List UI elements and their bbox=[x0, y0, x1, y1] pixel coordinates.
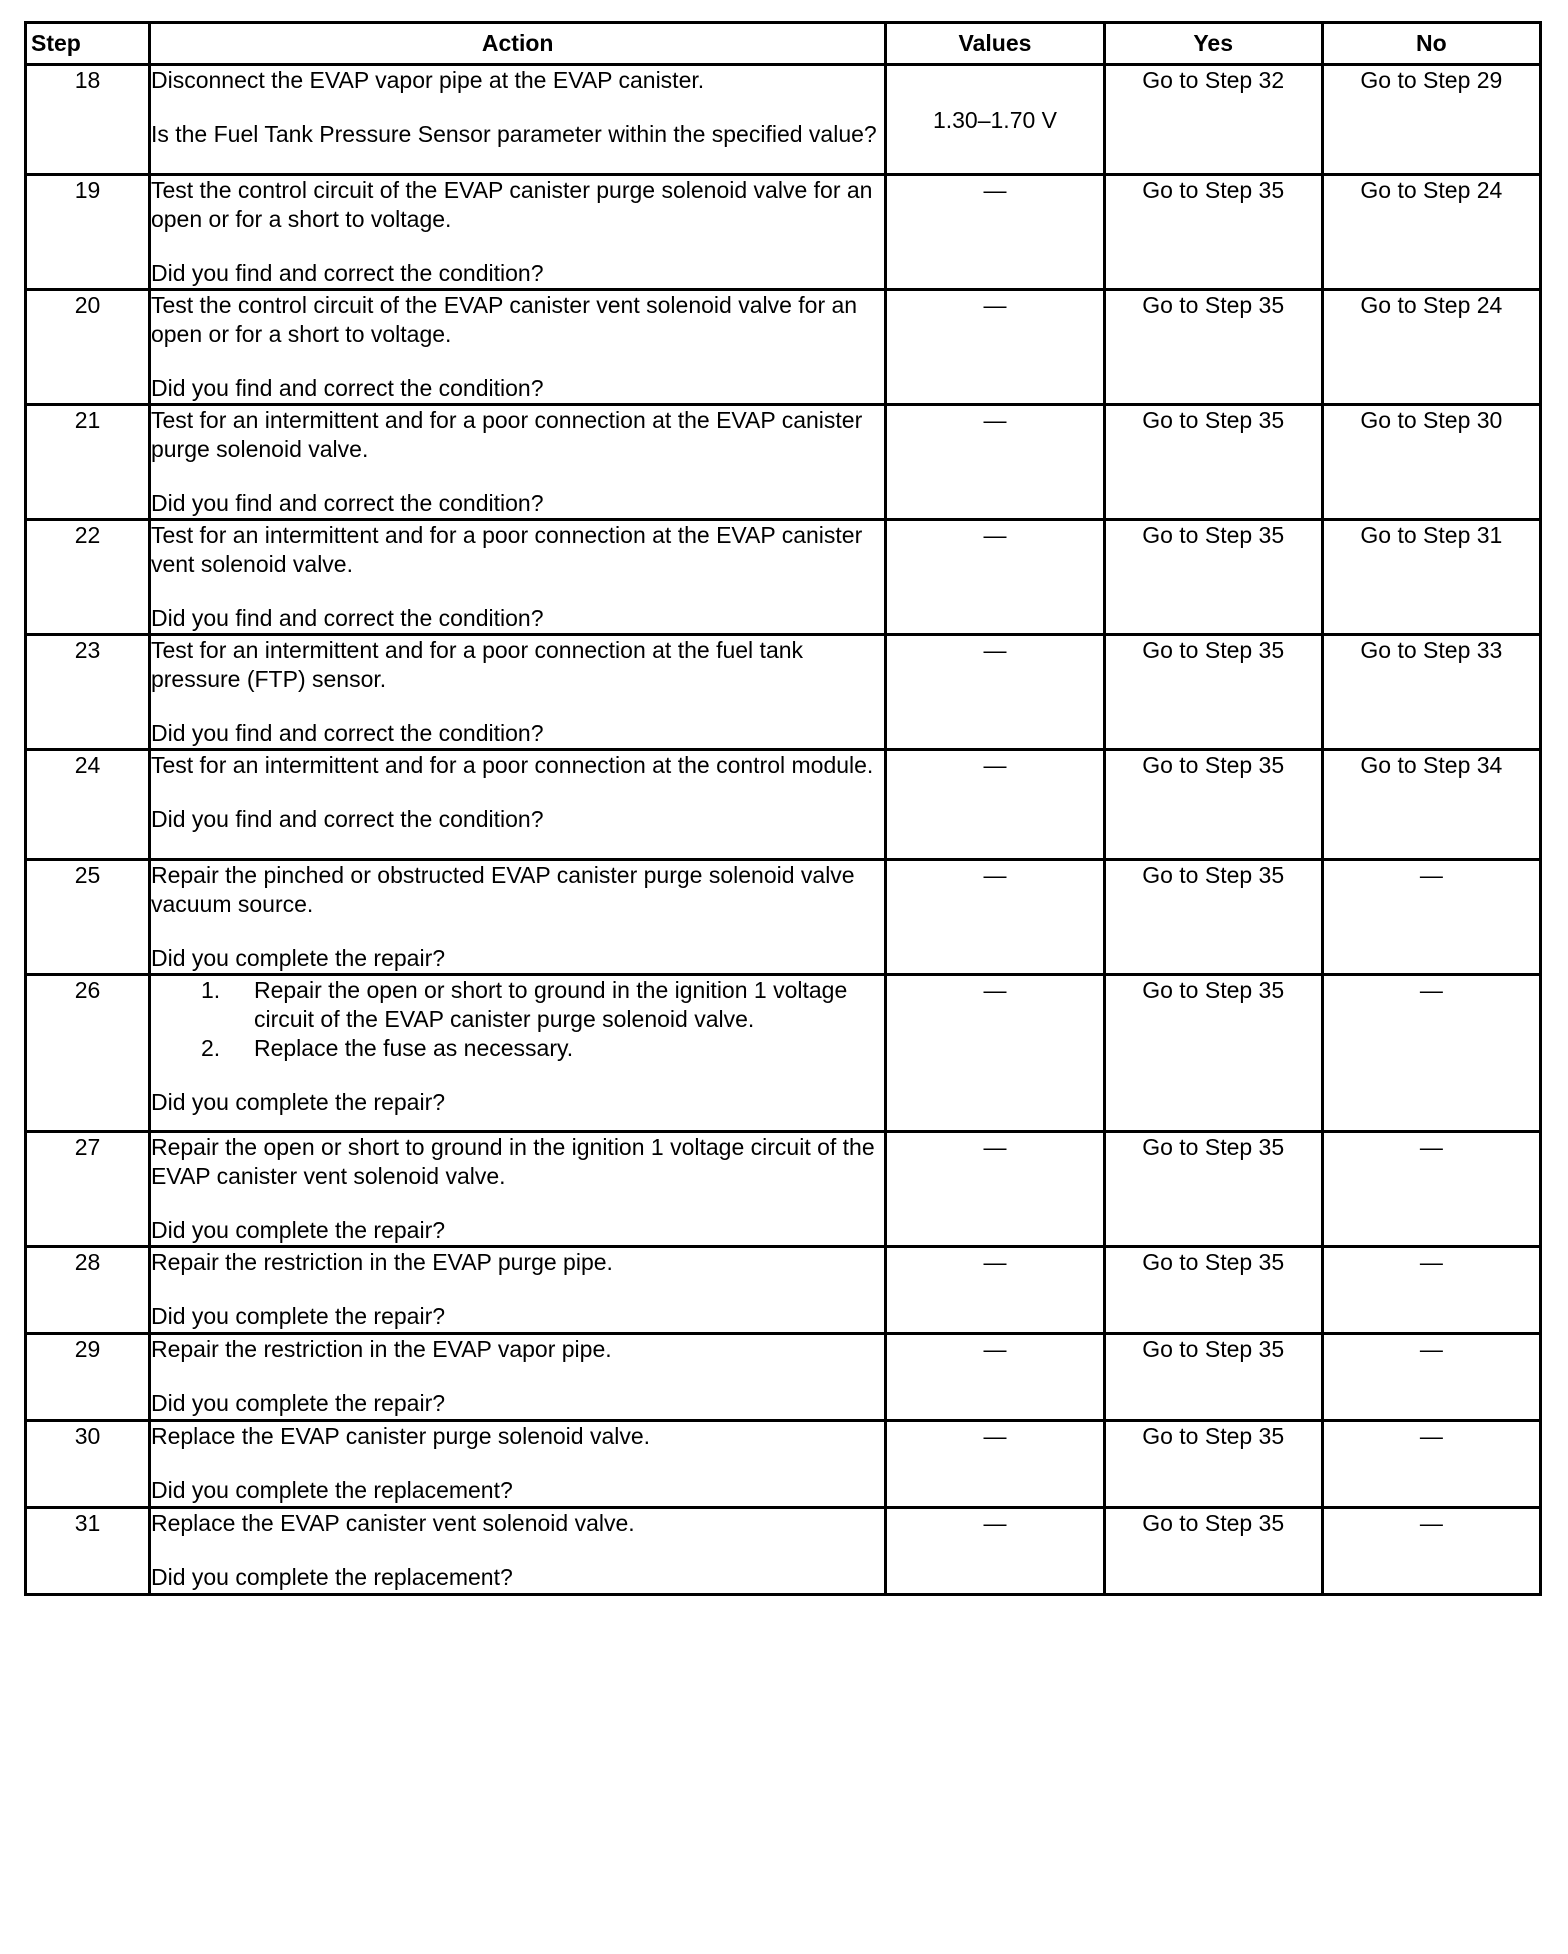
list-item-number: 1. bbox=[200, 977, 221, 1003]
yes-link: Go to Step 35 bbox=[1104, 975, 1322, 1132]
yes-link: Go to Step 35 bbox=[1104, 405, 1322, 520]
step-number: 31 bbox=[26, 1508, 150, 1595]
no-link: — bbox=[1322, 1508, 1540, 1595]
table-row bbox=[26, 1421, 1541, 1508]
yes-link: Go to Step 35 bbox=[1104, 1334, 1322, 1421]
no-link: — bbox=[1322, 1421, 1540, 1508]
action-question: Did you complete the replacement? bbox=[150, 1564, 513, 1590]
action-question: Did you complete the replacement? bbox=[150, 1477, 513, 1503]
value-cell: — bbox=[886, 860, 1104, 975]
step-number: 21 bbox=[26, 405, 150, 520]
table-row bbox=[26, 860, 1541, 975]
action-instruction: Repair the restriction in the EVAP purge pipe. bbox=[150, 1249, 613, 1275]
action-question: Did you complete the repair? bbox=[150, 1390, 446, 1416]
no-header: No bbox=[1322, 23, 1540, 65]
table-row bbox=[26, 405, 1541, 520]
no-link: Go to Step 29 bbox=[1322, 65, 1540, 175]
action-question: Did you complete the repair? bbox=[150, 1089, 446, 1115]
yes-header: Yes bbox=[1104, 23, 1322, 65]
yes-link: Go to Step 35 bbox=[1104, 635, 1322, 750]
value-cell: — bbox=[886, 175, 1104, 290]
value-cell: — bbox=[886, 1421, 1104, 1508]
action-question: Did you find and correct the condition? bbox=[150, 720, 544, 746]
list-item bbox=[151, 976, 884, 1034]
value-cell: — bbox=[886, 750, 1104, 860]
table-row bbox=[26, 635, 1541, 750]
step-header: Step bbox=[26, 23, 150, 65]
table-row bbox=[26, 1132, 1541, 1247]
action-question: Is the Fuel Tank Pressure Sensor parameter within the specified value? bbox=[150, 121, 877, 147]
table-row bbox=[26, 290, 1541, 405]
no-link: Go to Step 30 bbox=[1322, 405, 1540, 520]
yes-link: Go to Step 35 bbox=[1104, 175, 1322, 290]
yes-link: Go to Step 35 bbox=[1104, 520, 1322, 635]
value-cell: — bbox=[886, 975, 1104, 1132]
list-item-text: Repair the open or short to ground in the ignition 1 voltage circuit of the EVAP canister purge solenoid valve. bbox=[253, 977, 848, 1032]
action-instruction: Test for an intermittent and for a poor connection at the control module. bbox=[150, 752, 874, 778]
action-header: Action bbox=[149, 23, 885, 65]
step-number: 30 bbox=[26, 1421, 150, 1508]
action-instruction: Repair the restriction in the EVAP vapor pipe. bbox=[150, 1336, 612, 1362]
table-row bbox=[26, 975, 1541, 1132]
action-cell bbox=[149, 520, 885, 635]
action-question: Did you find and correct the condition? bbox=[150, 806, 544, 832]
yes-link: Go to Step 35 bbox=[1104, 290, 1322, 405]
value-cell: — bbox=[886, 1334, 1104, 1421]
list-item-number: 2. bbox=[200, 1035, 221, 1061]
yes-link: Go to Step 35 bbox=[1104, 1421, 1322, 1508]
action-cell bbox=[149, 1508, 885, 1595]
list-item bbox=[151, 1034, 884, 1063]
values-header: Values bbox=[886, 23, 1104, 65]
no-link: — bbox=[1322, 860, 1540, 975]
step-number: 20 bbox=[26, 290, 150, 405]
no-link: — bbox=[1322, 975, 1540, 1132]
action-instruction: Replace the EVAP canister purge solenoid valve. bbox=[150, 1423, 651, 1449]
action-cell bbox=[149, 405, 885, 520]
action-cell bbox=[149, 1421, 885, 1508]
table-row bbox=[26, 175, 1541, 290]
step-number: 22 bbox=[26, 520, 150, 635]
action-question: Did you complete the repair? bbox=[150, 1217, 446, 1243]
step-number: 19 bbox=[26, 175, 150, 290]
no-link: Go to Step 24 bbox=[1322, 175, 1540, 290]
value-cell: — bbox=[886, 1132, 1104, 1247]
no-link: Go to Step 24 bbox=[1322, 290, 1540, 405]
action-cell bbox=[149, 65, 885, 175]
action-question: Did you find and correct the condition? bbox=[150, 375, 544, 401]
action-cell bbox=[149, 750, 885, 860]
action-cell bbox=[149, 290, 885, 405]
value-cell: — bbox=[886, 405, 1104, 520]
table-row bbox=[26, 1508, 1541, 1595]
yes-link: Go to Step 35 bbox=[1104, 860, 1322, 975]
table-row bbox=[26, 750, 1541, 860]
no-link: — bbox=[1322, 1132, 1540, 1247]
numbered-list bbox=[151, 976, 884, 1063]
action-cell bbox=[149, 1132, 885, 1247]
action-question: Did you find and correct the condition? bbox=[150, 490, 544, 516]
action-cell bbox=[149, 175, 885, 290]
action-instruction: Repair the open or short to ground in the ignition 1 voltage circuit of the EVAP canister vent solenoid valve. bbox=[150, 1134, 875, 1189]
no-link: — bbox=[1322, 1334, 1540, 1421]
table-row bbox=[26, 1334, 1541, 1421]
action-instruction: Disconnect the EVAP vapor pipe at the EVAP canister. bbox=[150, 67, 705, 93]
step-number: 28 bbox=[26, 1247, 150, 1334]
action-instruction: Test the control circuit of the EVAP canister vent solenoid valve for an open or for a short to voltage. bbox=[150, 292, 858, 347]
step-number: 18 bbox=[26, 65, 150, 175]
value-cell: — bbox=[886, 1247, 1104, 1334]
step-number: 26 bbox=[26, 975, 150, 1132]
value-cell: 1.30–1.70 V bbox=[886, 65, 1104, 175]
value-cell: — bbox=[886, 290, 1104, 405]
table-row bbox=[26, 1247, 1541, 1334]
table-row bbox=[26, 65, 1541, 175]
action-cell bbox=[149, 1247, 885, 1334]
action-question: Did you complete the repair? bbox=[150, 945, 446, 971]
yes-link: Go to Step 35 bbox=[1104, 1247, 1322, 1334]
yes-link: Go to Step 35 bbox=[1104, 1508, 1322, 1595]
no-link: — bbox=[1322, 1247, 1540, 1334]
step-number: 24 bbox=[26, 750, 150, 860]
action-cell bbox=[149, 860, 885, 975]
step-number: 27 bbox=[26, 1132, 150, 1247]
table-row bbox=[26, 520, 1541, 635]
action-instruction: Test for an intermittent and for a poor connection at the EVAP canister vent solenoid valve. bbox=[150, 522, 863, 577]
action-instruction: Test for an intermittent and for a poor connection at the EVAP canister purge solenoid valve. bbox=[150, 407, 863, 462]
step-number: 29 bbox=[26, 1334, 150, 1421]
action-instruction: Repair the pinched or obstructed EVAP canister purge solenoid valve vacuum source. bbox=[150, 862, 855, 917]
no-link: Go to Step 33 bbox=[1322, 635, 1540, 750]
action-question: Did you complete the repair? bbox=[150, 1303, 446, 1329]
header-row bbox=[26, 23, 1541, 65]
list-item-text: Replace the fuse as necessary. bbox=[253, 1035, 574, 1061]
step-number: 23 bbox=[26, 635, 150, 750]
diagnostic-table bbox=[24, 21, 1542, 1596]
yes-link: Go to Step 32 bbox=[1104, 65, 1322, 175]
action-instruction: Test the control circuit of the EVAP canister purge solenoid valve for an open or for a short to voltage. bbox=[150, 177, 873, 232]
yes-link: Go to Step 35 bbox=[1104, 1132, 1322, 1247]
step-number: 25 bbox=[26, 860, 150, 975]
action-cell bbox=[149, 635, 885, 750]
value-cell: — bbox=[886, 1508, 1104, 1595]
action-cell bbox=[149, 975, 885, 1132]
value-cell: — bbox=[886, 635, 1104, 750]
value-cell: — bbox=[886, 520, 1104, 635]
action-question: Did you find and correct the condition? bbox=[150, 605, 544, 631]
action-instruction: Replace the EVAP canister vent solenoid valve. bbox=[150, 1510, 635, 1536]
action-instruction: Test for an intermittent and for a poor connection at the fuel tank pressure (FTP) sensor. bbox=[150, 637, 804, 692]
action-cell bbox=[149, 1334, 885, 1421]
action-question: Did you find and correct the condition? bbox=[150, 260, 544, 286]
no-link: Go to Step 34 bbox=[1322, 750, 1540, 860]
no-link: Go to Step 31 bbox=[1322, 520, 1540, 635]
yes-link: Go to Step 35 bbox=[1104, 750, 1322, 860]
